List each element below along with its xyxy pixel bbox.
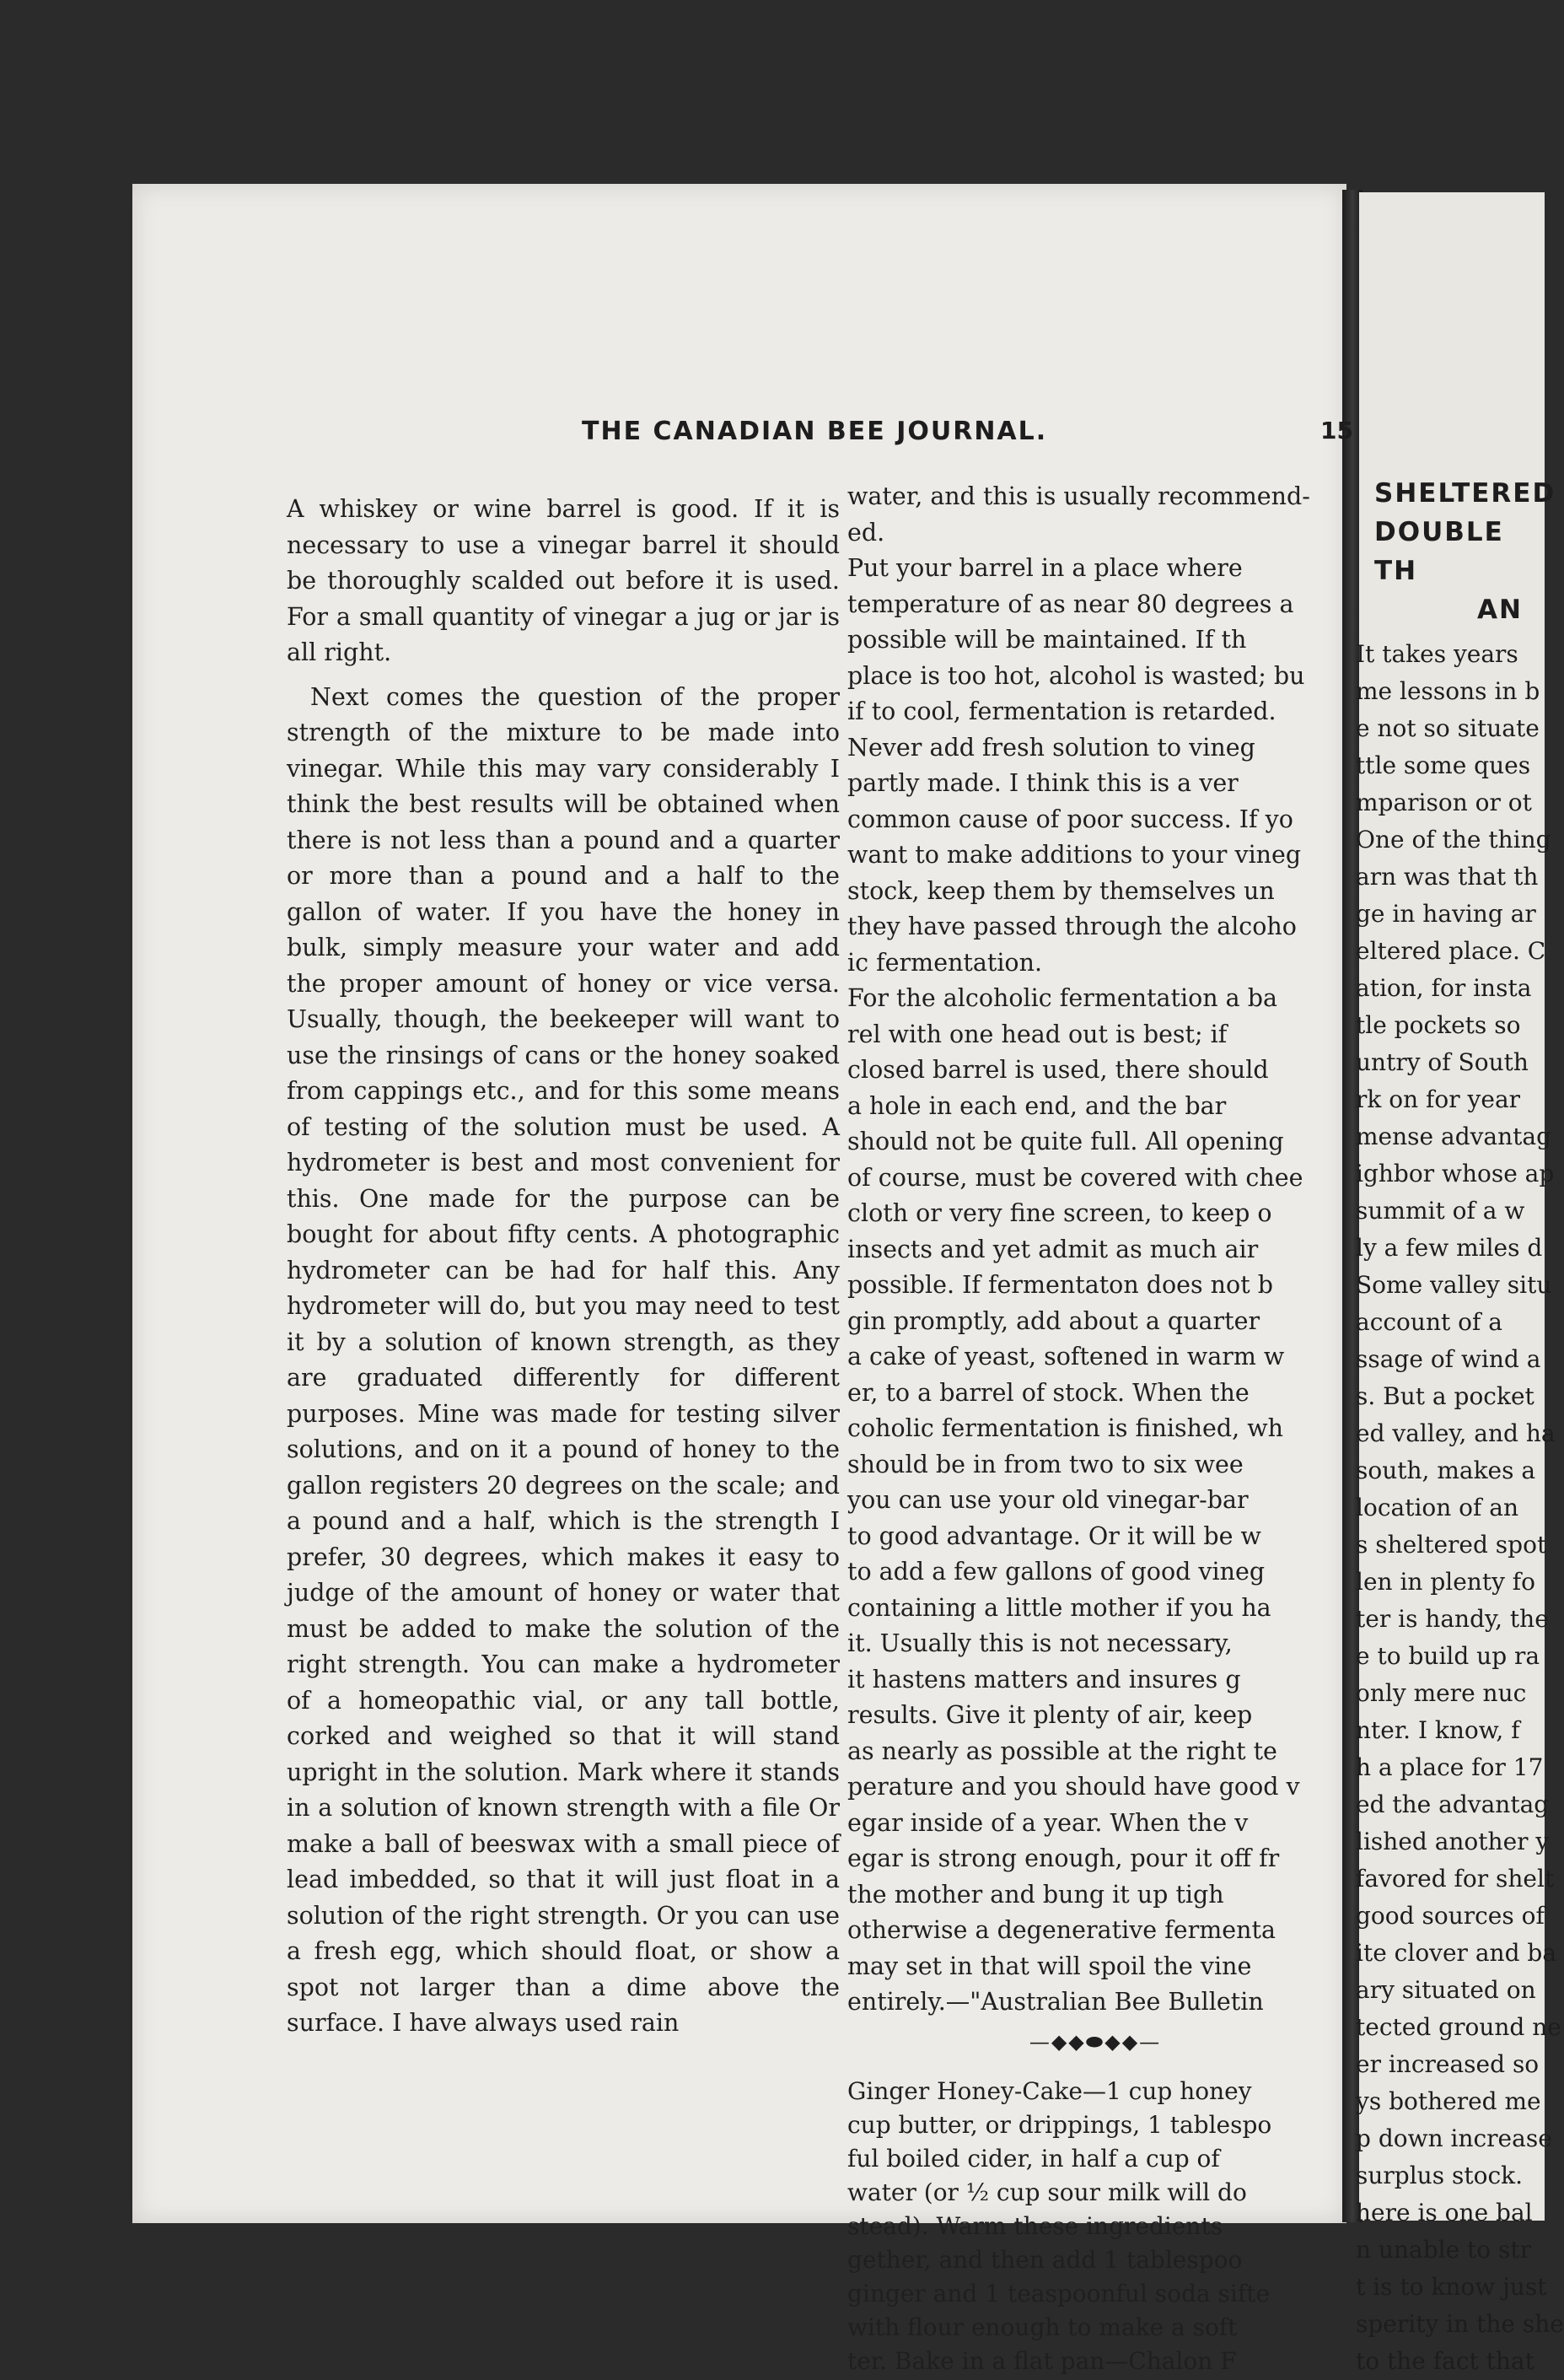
text-line: they have passed through the alcoho <box>847 913 1297 940</box>
recipe-line: cup butter, or drippings, 1 tablespo <box>847 2111 1272 2139</box>
facing-text-line: good sources of <box>1356 1902 1545 1930</box>
facing-text-line: s sheltered spot <box>1356 1531 1547 1559</box>
facing-text-line: nter. I know, f <box>1356 1716 1520 1744</box>
journal-header: THE CANADIAN BEE JOURNAL. <box>582 417 1048 446</box>
text-line: temperature of as near 80 degrees a <box>847 590 1294 618</box>
facing-text-line: mparison or ot <box>1356 789 1532 816</box>
facing-text-line: location of an <box>1356 1494 1519 1521</box>
facing-article-lines <box>1356 636 1564 2380</box>
text-line: closed barrel is used, there should <box>847 1056 1269 1084</box>
facing-heading-1: SHELTERED <box>1374 478 1556 509</box>
text-line: place is too hot, alcohol is wasted; bu <box>847 661 1305 690</box>
text-line: possible will be maintained. If th <box>847 626 1247 654</box>
recipe-line: stead). Warm these ingredients <box>847 2212 1223 2240</box>
text-line: to add a few gallons of good vineg <box>847 1558 1266 1586</box>
facing-text-line: to the fact that <box>1356 2347 1534 2375</box>
paragraph-barrel: A whiskey or wine barrel is good. If it is necessary to use a vinegar barrel it should be thoroughly scalded out before it is used. For a small quantity of vinegar a jug or jar is all right. <box>287 495 840 666</box>
facing-text-line: tle pockets so <box>1356 1011 1521 1039</box>
text-line: er, to a barrel of stock. When the <box>847 1378 1250 1407</box>
text-line: to good advantage. Or it will be w <box>847 1521 1261 1550</box>
facing-text-line: ation, for insta <box>1356 974 1532 1002</box>
text-line: perature and you should have good v <box>847 1773 1300 1801</box>
text-line: want to make additions to your vineg <box>847 841 1302 869</box>
facing-text-line: ighbor whose ap <box>1356 1160 1555 1187</box>
text-line: a cake of yeast, softened in warm w <box>847 1343 1285 1370</box>
text-line: ed. <box>847 518 885 547</box>
text-line: possible. If fermentaton does not b <box>847 1271 1273 1299</box>
text-line: Put your barrel in a place where <box>847 554 1243 582</box>
recipe-line: water (or ½ cup sour milk will do <box>847 2178 1247 2206</box>
text-line: insects and yet admit as much air <box>847 1235 1259 1263</box>
facing-text-line: arn was that th <box>1356 863 1539 891</box>
column-left <box>287 492 840 2216</box>
facing-text-line: t is to know just <box>1356 2273 1547 2301</box>
text-line: otherwise a degenerative fermenta <box>847 1916 1276 1944</box>
facing-text-line: It takes years <box>1356 640 1518 668</box>
facing-text-line: s. But a pocket <box>1356 1382 1534 1410</box>
facing-text-line: ttle some ques <box>1356 751 1531 779</box>
text-line: of course, must be covered with chee <box>847 1163 1303 1192</box>
section-divider: —◆◆⬬◆◆— <box>1029 2029 1162 2054</box>
recipe-line: ful boiled cider, in half a cup of <box>847 2145 1220 2173</box>
recipe-line: with flour enough to make a soft <box>847 2313 1238 2341</box>
facing-heading-3: AN <box>1477 595 1523 625</box>
paragraph-strength: Next comes the question of the proper strength of the mixture to be made into vinegar. While this may vary considerably I think the best results will be obtained when there is not less than a pound and a quarter or more than a pound and a half to the gallon of water. If you have the honey in bulk, simply measure your water and add the proper amount of honey or vice versa. Usually, though, the beekeeper will want to use the rinsings of cans or the honey soaked from cappings etc., and for this some means of testing of the solution must be used. A hydrometer is best and most convenient for this. One made for the purpose can be bought for about fifty cents. A photographic hydrometer can be had for half this. Any hydrometer will do, but you may need to test it by a solution of known strength, as they are graduated differently for different purposes. Mine was made for testing silver solutions, and on it a pound of honey to the gallon registers 20 degrees on the scale; and a pound and a half, which is the strength I prefer, 30 degrees, which makes it easy to judge of the amount of honey or water that must be added to make the solution of the right strength. You can make a hydrometer of a homeopathic vial, or any tall bottle, corked and weighed so that it will stand upright in the solution. Mark where it stands in a solution of known strength with a file Or make a ball of beeswax with a small piece of lead imbedded, so that it will just float in a solution of the right strength. Or you can use a fresh egg, which should float, or show a spot not larger than a dime above the surface. I have always used rain <box>287 682 840 2037</box>
text-line: gin promptly, add about a quarter <box>847 1306 1260 1335</box>
facing-text-line: ite clover and ba <box>1356 1939 1557 1967</box>
recipe-line: ter. Bake in a flat pan—Chalon F <box>847 2347 1237 2375</box>
article-lines <box>847 479 1343 2021</box>
recipe-line: Ginger Honey-Cake—1 cup honey <box>847 2077 1252 2105</box>
facing-text-line: sperity in the she <box>1356 2310 1564 2338</box>
facing-text-line: here is one bal <box>1356 2199 1533 2227</box>
facing-text-line: e to build up ra <box>1356 1642 1540 1670</box>
facing-text-line: mense advantag <box>1356 1123 1552 1150</box>
ginger-honey-cake-recipe <box>847 2075 1343 2378</box>
text-line: ic fermentation. <box>847 948 1043 977</box>
text-line: common cause of poor success. If yo <box>847 805 1293 833</box>
text-line: containing a little mother if you ha <box>847 1593 1271 1622</box>
recipe-line: gether, and then add 1 tablespoo <box>847 2246 1243 2274</box>
text-line: cloth or very fine screen, to keep o <box>847 1199 1272 1227</box>
facing-text-line: rk on for year <box>1356 1085 1521 1113</box>
column-facing <box>1356 474 1564 2375</box>
facing-text-line: ly a few miles d <box>1356 1234 1543 1262</box>
facing-text-line: favored for shelt <box>1356 1865 1555 1893</box>
text-line: it. Usually this is not necessary, <box>847 1629 1233 1657</box>
facing-text-line: ys bothered me <box>1356 2087 1541 2115</box>
text-line: may set in that will spoil the vine <box>847 1952 1252 1980</box>
facing-text-line: lished another y <box>1356 1828 1550 1855</box>
text-line: results. Give it plenty of air, keep <box>847 1701 1253 1729</box>
text-line: if to cool, fermentation is retarded. <box>847 697 1276 725</box>
text-line: egar is strong enough, pour it off fr <box>847 1844 1280 1872</box>
facing-text-line: tected ground ne <box>1356 2013 1561 2041</box>
facing-text-line: e not so situate <box>1356 714 1540 742</box>
page-number: 15 <box>1320 417 1353 444</box>
facing-text-line: surplus stock. <box>1356 2162 1523 2189</box>
facing-text-line: ed valley, and ha <box>1356 1419 1556 1447</box>
text-line: should not be quite full. All opening <box>847 1128 1284 1155</box>
facing-text-line: account of a <box>1356 1308 1502 1336</box>
facing-text-line: only mere nuc <box>1356 1679 1527 1707</box>
facing-text-line: untry of South <box>1356 1048 1529 1076</box>
text-line: partly made. I think this is a ver <box>847 769 1239 797</box>
text-line: should be in from two to six wee <box>847 1450 1244 1478</box>
recipe-line: ginger and 1 teaspoonful soda sifte <box>847 2280 1271 2307</box>
text-line: egar inside of a year. When the v <box>847 1808 1249 1837</box>
facing-text-line: me lessons in b <box>1356 677 1540 705</box>
facing-text-line: One of the thing <box>1356 826 1551 853</box>
text-line: coholic fermentation is finished, wh <box>847 1414 1283 1442</box>
facing-text-line: ssage of wind a <box>1356 1345 1541 1373</box>
facing-text-line: ary situated on <box>1356 1976 1536 2004</box>
text-line: For the alcoholic fermentation a ba <box>847 984 1277 1012</box>
text-line: a hole in each end, and the bar <box>847 1091 1227 1120</box>
text-line: you can use your old vinegar-bar <box>847 1486 1249 1514</box>
column-middle <box>847 479 1343 2375</box>
facing-text-line: n unable to str <box>1356 2236 1532 2264</box>
text-line: the mother and bung it up tigh <box>847 1880 1224 1909</box>
text-line: entirely.—"Australian Bee Bulletin <box>847 1988 1264 2016</box>
facing-text-line: ed the advantag <box>1356 1790 1550 1818</box>
facing-text-line: ter is handy, the <box>1356 1605 1549 1633</box>
text-line: stock, keep them by themselves un <box>847 876 1275 905</box>
facing-text-line: south, makes a <box>1356 1457 1536 1484</box>
facing-text-line: h a place for 17 <box>1356 1753 1544 1781</box>
text-line: rel with one head out is best; if <box>847 1020 1228 1048</box>
facing-text-line: eltered place. C <box>1356 937 1546 965</box>
facing-text-line: summit of a w <box>1356 1197 1525 1225</box>
text-line: it hastens matters and insures g <box>847 1665 1241 1693</box>
facing-text-line: er increased so <box>1356 2050 1540 2078</box>
text-line: as nearly as possible at the right te <box>847 1737 1277 1765</box>
facing-text-line: Some valley situ <box>1356 1271 1552 1299</box>
facing-heading-2: DOUBLE TH <box>1374 517 1504 586</box>
facing-text-line: p down increase <box>1356 2124 1552 2152</box>
facing-text-line: ge in having ar <box>1356 900 1536 928</box>
facing-text-line: len in plenty fo <box>1356 1568 1536 1596</box>
text-line: water, and this is usually recommend- <box>847 482 1310 510</box>
text-line: Never add fresh solution to vineg <box>847 733 1255 762</box>
